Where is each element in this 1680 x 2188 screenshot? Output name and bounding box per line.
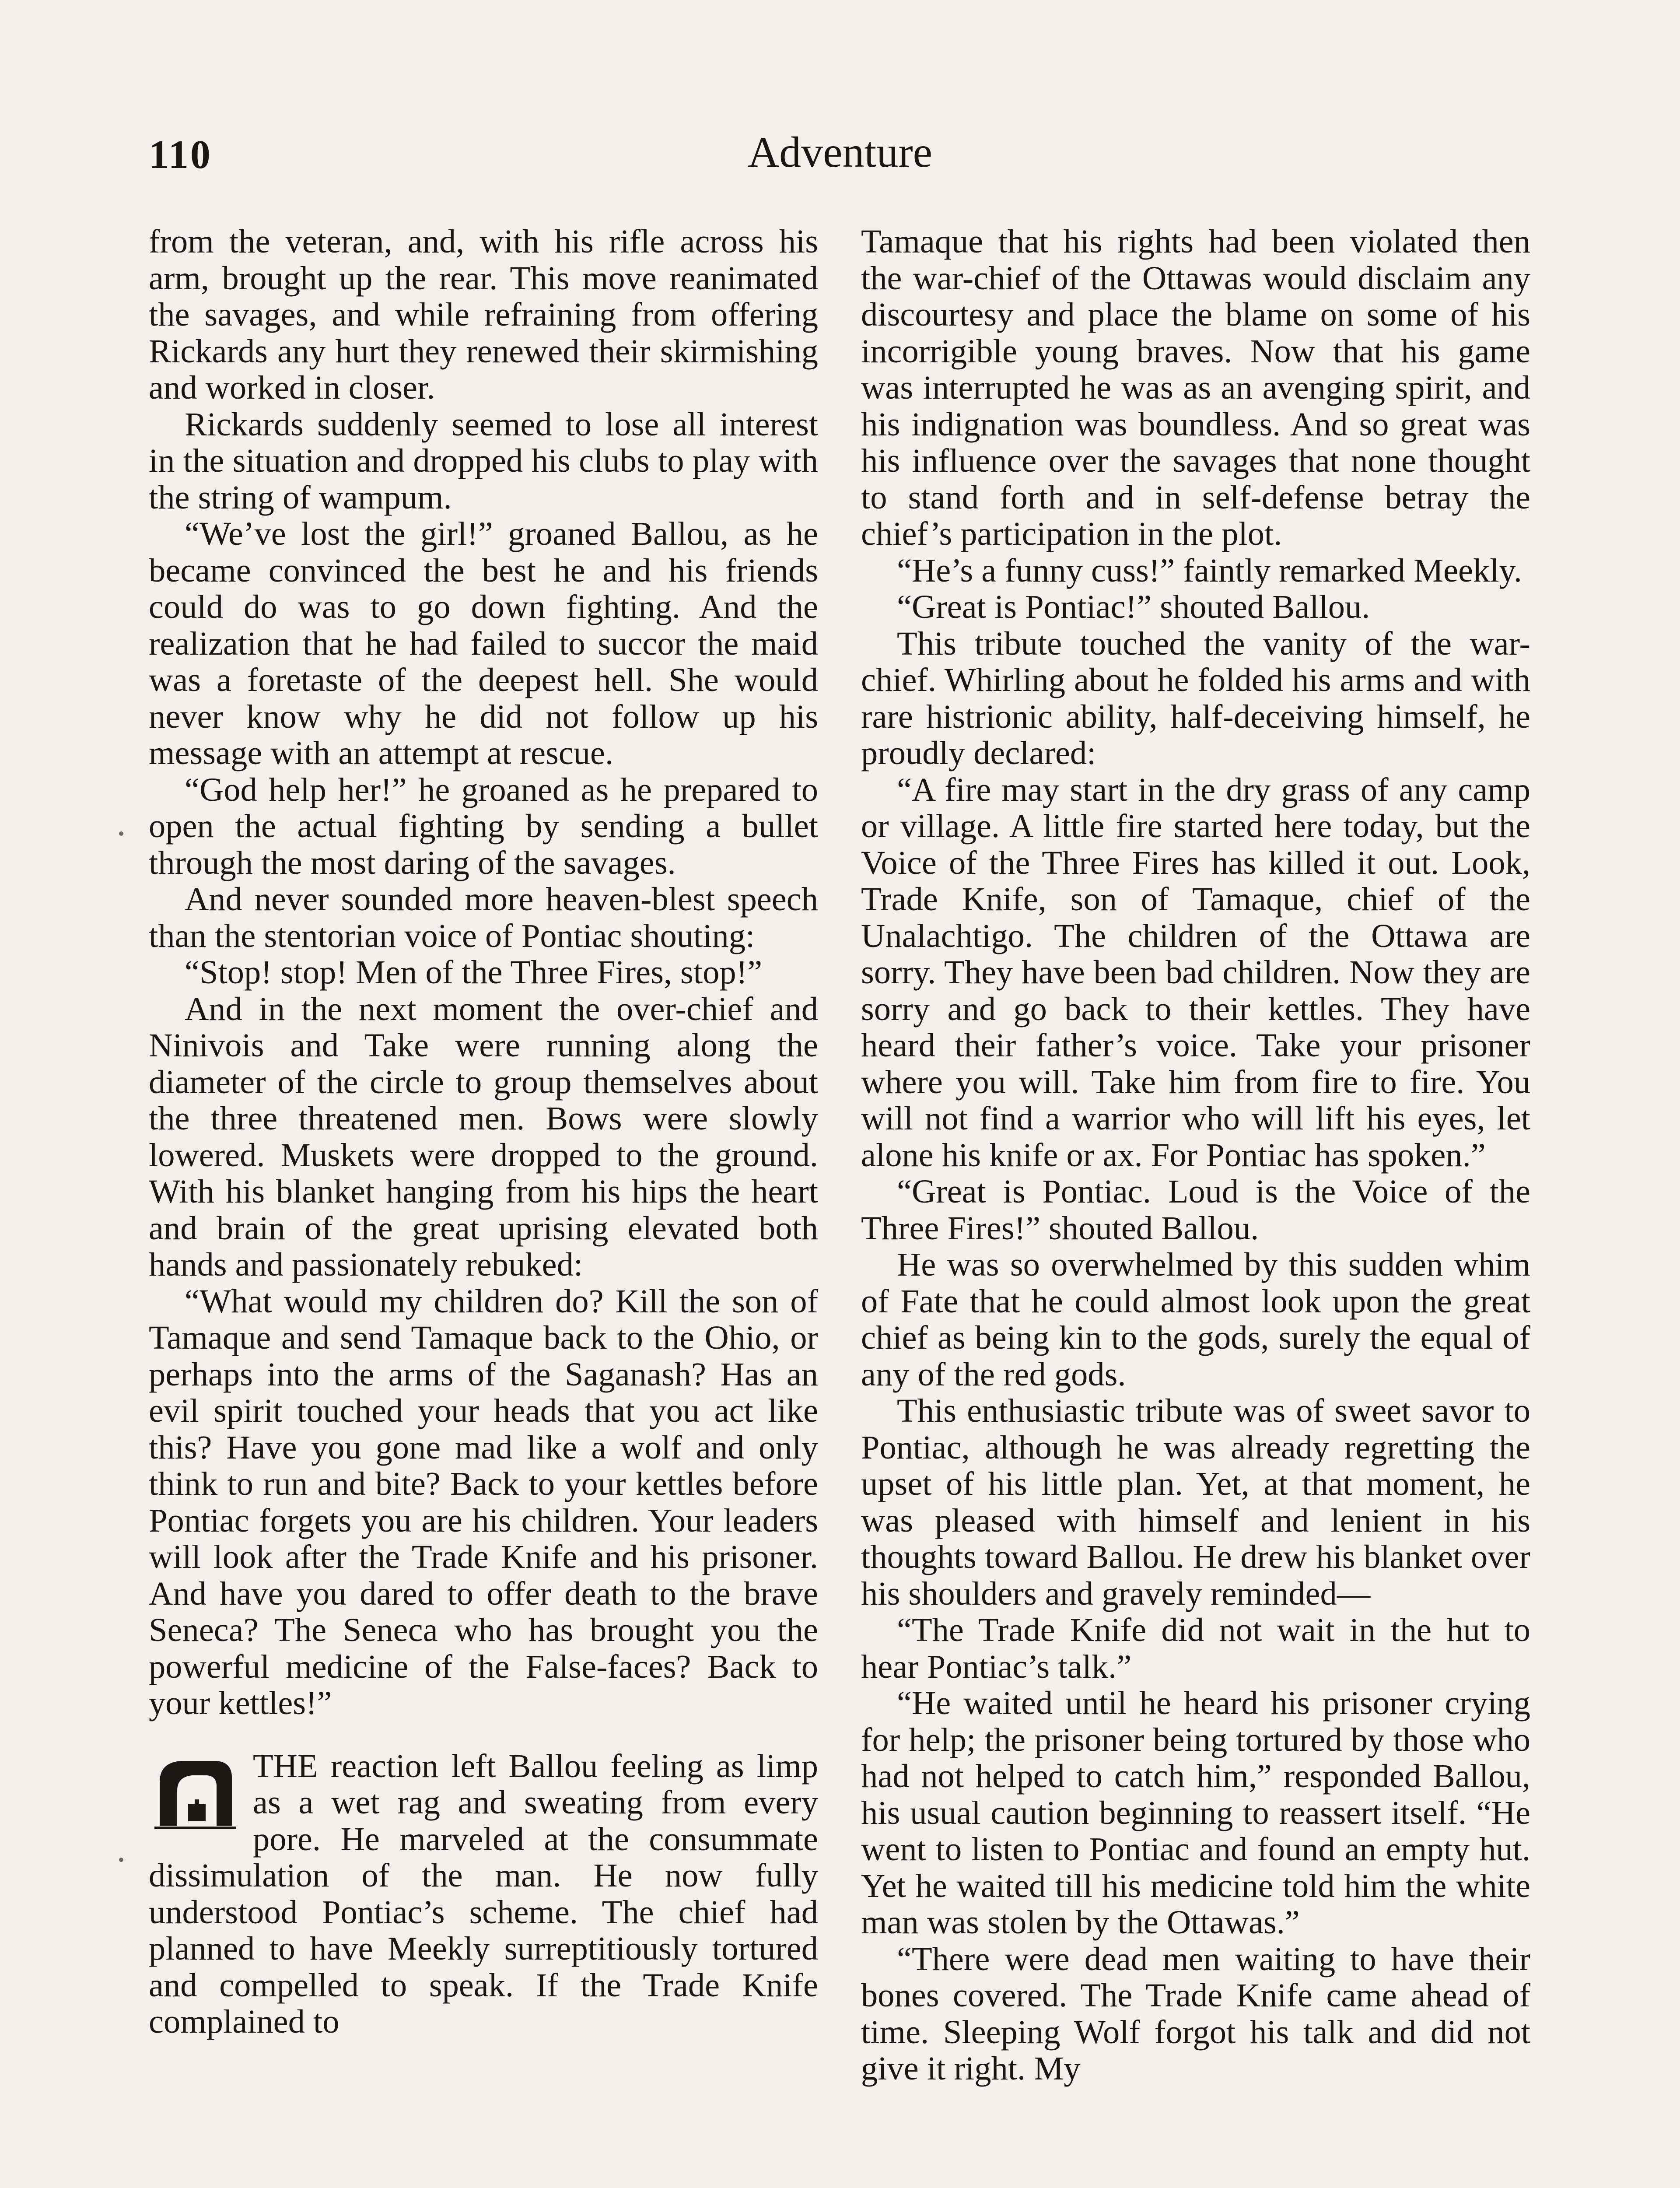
paragraph: from the veteran, and, with his rifle across his arm, brought up the rear. This move reanimated the savages, and while refraining from offering Rickards any hurt they renewed their skirmishing and worked in closer. xyxy=(149,223,818,406)
dropcap-paragraph: THE reaction left Ballou feeling as limp as a wet rag and sweating from every pore. He marveled at the consummate dissimulation of the man. He now fully understood Pontiac’s scheme. The chief had planned to have Meekly surreptitiously tortured and compelled to speak. If the Trade Knife complained to xyxy=(149,1747,818,2040)
paragraph: Tamaque that his rights had been violated then the war-chief of the Ottawas would disclaim any discourtesy and place the blame on some of his incorrigible young braves. Now that his game was interrupted he was as an avenging spirit, and his indignation was boundless. And so great was his influence over the savages that none thought to stand forth and in self-defense betray the chief’s participation in the plot. xyxy=(861,223,1530,552)
section-break xyxy=(149,1722,818,1748)
paragraph: “Great is Pontiac. Loud is the Voice of the Three Fires!” shouted Ballou. xyxy=(861,1173,1530,1247)
right-column xyxy=(861,223,1530,2188)
paragraph: This enthusiastic tribute was of sweet savor to Pontiac, although he was already regretting the upset of his little plan. Yet, at that moment, he was pleased with himself and lenient in his thoughts toward Ballou. He drew his blanket over his shoulders and gravely reminded— xyxy=(861,1392,1530,1612)
paragraph: “There were dead men waiting to have their bones covered. The Trade Knife came ahead of time. Sleeping Wolf forgot his talk and did not give it right. My xyxy=(861,1940,1530,2087)
paragraph: “He waited until he heard his prisoner crying for help; the prisoner being tortured by those who had not helped to catch him,” responded Ballou, his usual caution beginning to reassert itself. “He went to listen to Pontiac and found an empty hut. Yet he waited till his medicine told him the white man was stolen by the Ottawas.” xyxy=(861,1684,1530,1941)
paragraph: This tribute touched the vanity of the war-chief. Whirling about he folded his arms and with rare histrionic ability, half-deceiving himself, he proudly declared: xyxy=(861,624,1530,771)
print-speck xyxy=(119,831,123,836)
paragraph: “God help her!” he groaned as he prepared to open the actual fighting by sending a bullet through the most daring of the savages. xyxy=(149,771,818,881)
ornamental-dropcap-icon xyxy=(149,1756,241,1830)
paragraph: And in the next moment the over-chief and Ninivois and Take were running along the diameter of the circle to group themselves about the three threatened men. Bows were slowly lowered. Muskets were dropped to the ground. With his blanket hanging from his hips the heart and brain of the great uprising elevated both hands and passionately rebuked: xyxy=(149,990,818,1283)
left-column xyxy=(149,223,818,2188)
paragraph: “He’s a funny cuss!” faintly remarked Meekly. xyxy=(897,551,1522,589)
magazine-title: Adventure xyxy=(747,128,933,176)
page-header xyxy=(149,128,1531,193)
paragraph: “Great is Pontiac!” shouted Ballou. xyxy=(897,588,1370,625)
paragraph: “The Trade Knife did not wait in the hut to hear Pontiac’s talk.” xyxy=(861,1611,1530,1685)
paragraph: “Stop! stop! Men of the Three Fires, stop!” xyxy=(185,954,763,991)
paragraph: He was so overwhelmed by this sudden whim of Fate that he could almost look upon the great chief as being kin to the gods, surely the equal of any of the red gods. xyxy=(861,1246,1530,1393)
paragraph: “What would my children do? Kill the son of Tamaque and send Tamaque back to the Ohio, or perhaps into the arms of the Saganash? Has an evil spirit touched your heads that you act like this? Have you gone mad like a wolf and only think to run and bite? Back to your kettles before Pontiac forgets you are his children. Your leaders will look after the Trade Knife and his prisoner. And have you dared to offer death to the brave Seneca? The Seneca who has brought you the powerful medicine of the False-faces? Back to your kettles!” xyxy=(149,1282,818,1722)
paragraph: “A fire may start in the dry grass of any camp or village. A little fire started here today, but the Voice of the Three Fires has killed it out. Look, Trade Knife, son of Tamaque, chief of the Unalachtigo. The children of the Ottawa are sorry. They have been bad children. Now they are sorry and go back to their kettles. They have heard their father’s voice. Take your prisoner where you will. Take him from fire to fire. You will not find a warrior who will lift his eyes, let alone his knife or ax. For Pontiac has spoken.” xyxy=(861,771,1530,1174)
page-number: 110 xyxy=(149,132,212,177)
print-speck xyxy=(119,1858,123,1862)
paragraph: Rickards suddenly seemed to lose all interest in the situation and dropped his clubs to play with the string of wampum. xyxy=(149,405,818,516)
paragraph: And never sounded more heaven-blest speech than the stentorian voice of Pontiac shouting: xyxy=(149,880,818,954)
paragraph: “We’ve lost the girl!” groaned Ballou, as he became convinced the best he and his friends could do was to go down fighting. And the realization that he had failed to succor the maid was a foretaste of the deepest hell. She would never know why he did not follow up his message with an attempt at rescue. xyxy=(149,515,818,771)
